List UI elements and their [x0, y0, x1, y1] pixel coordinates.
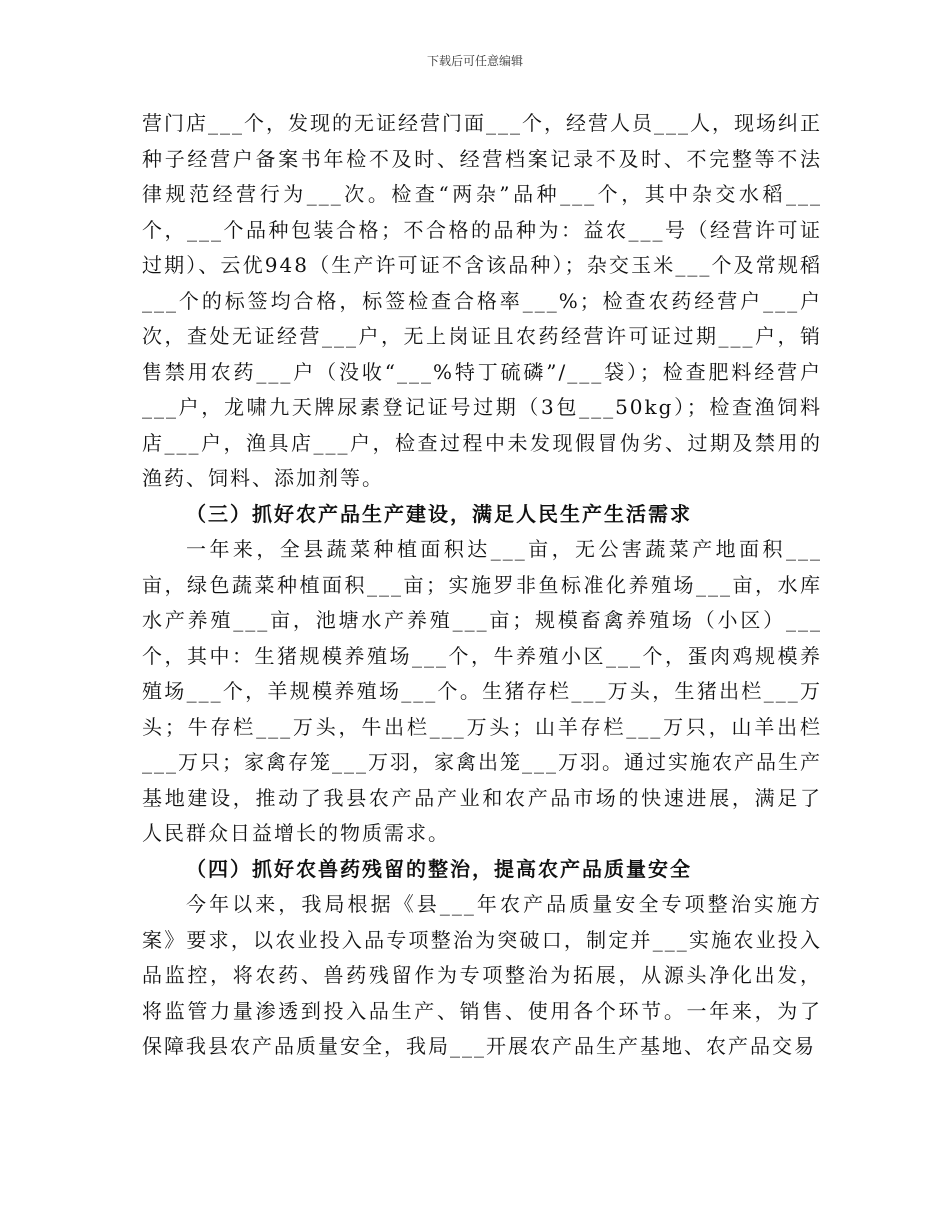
page-header: 下载后可任意编辑	[426, 54, 523, 68]
section-heading-3: （三）抓好农产品生产建设，满足人民生产生活需求	[186, 501, 692, 526]
paragraph-inspection-results: 营门店___个，发现的无证经营门面___个，经营人员___人，现场纠正种子经营户备案书年检不及时、经营档案记录不及时、不完整等不法律规范经营行为___次。检查“两杂”品种___个，其中杂交水稻___个，___个品种包装合格；不合格的品种为：益农___号（经营许可证过期）、云优948（生产许可证不含该品种）；杂交玉米___个及常规稻___个的标签均合格，标签检查合格率___%；检查农药经营户___户次，查处无证经营___户，无上岗证且农药经营许可证过期___户，销售禁用农药___户（没收“___%特丁硫磷”/___袋）；检查肥料经营户___户，龙啸九天牌尿素登记证号过期（3包___50kg）；检查渔饲料店___户，渔具店___户，检查过程中未发现假冒伪劣、过期及禁用的渔药、饲料、添加剂等。	[142, 111, 822, 490]
paragraph-residue-control: 今年以来，我局根据《县___年农产品质量安全专项整治实施方案》要求，以农业投入品专项整治为突破口，制定并___实施农业投入品监控，将农药、兽药残留作为专项整治为拓展，从源头净化出发，将监管力量渗透到投入品生产、销售、使用各个环节。一年来，为了保障我县农产品质量安全，我局___开展农产品生产基地、农产品交易	[142, 892, 822, 1058]
document-body	[142, 106, 822, 1065]
paragraph-production-construction: 一年来，全县蔬菜种植面积达___亩，无公害蔬菜产地面积___亩，绿色蔬菜种植面积___亩；实施罗非鱼标准化养殖场___亩，水库水产养殖___亩，池塘水产养殖___亩；规模畜禽养殖场（小区）___个，其中：生猪规模养殖场___个，牛养殖小区___个，蛋肉鸡规模养殖场___个，羊规模养殖场___个。生猪存栏___万头，生猪出栏___万头；牛存栏___万头，牛出栏___万头；山羊存栏___万只，山羊出栏___万只；家禽存笼___万羽，家禽出笼___万羽。通过实施农产品生产基地建设，推动了我县农产品产业和农产品市场的快速进展，满足了人民群众日益增长的物质需求。	[142, 537, 822, 845]
section-heading-4: （四）抓好农兽药残留的整治，提高农产品质量安全	[186, 856, 692, 881]
